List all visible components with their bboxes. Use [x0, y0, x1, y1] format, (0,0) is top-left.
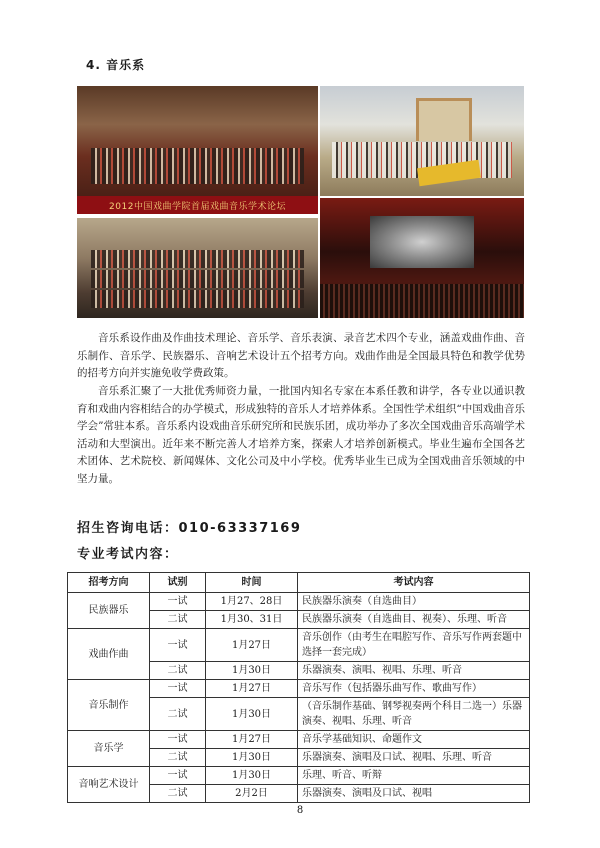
content-cell: 乐器演奏、演唱及口试、视唱、乐理、听音 — [298, 749, 530, 767]
faculty-group-photo — [77, 218, 318, 318]
date-cell: 2月2日 — [206, 785, 298, 803]
content-cell: 民族器乐演奏（自选曲目、视奏）、乐理、听音 — [298, 611, 530, 629]
exam-heading: 专业考试内容： — [77, 547, 179, 562]
exam-schedule-table — [67, 572, 530, 803]
content-cell: 音乐创作（由考生在唱腔写作、音乐写作两套题中选择一套完成） — [298, 629, 530, 662]
performer-crowd — [91, 148, 303, 166]
header-date: 时间 — [206, 573, 298, 593]
date-cell: 1月27日 — [206, 731, 298, 749]
table-header-row — [68, 573, 530, 593]
date-cell: 1月30日 — [206, 662, 298, 680]
content-cell: 音乐写作（包括器乐曲写作、歌曲写作） — [298, 680, 530, 698]
intro-paragraph: 音乐系设作曲及作曲技术理论、音乐学、音乐表演、录音艺术四个专业，涵盖戏曲作曲、音乐制作、音乐学、民族器乐、音响艺术设计五个招考方向。戏曲作曲是全国最具特色和教学优势的招考方向并实施免收学费政策。 — [77, 332, 525, 379]
content-cell: 乐器演奏、演唱及口试、视唱 — [298, 785, 530, 803]
header-round: 试别 — [150, 573, 206, 593]
table-row — [68, 629, 530, 662]
round-cell: 二试 — [150, 662, 206, 680]
table-row — [68, 680, 530, 698]
table-row — [68, 731, 530, 749]
date-cell: 1月30日 — [206, 749, 298, 767]
faculty-paragraph: 音乐系汇聚了一大批优秀师资力量，一批国内知名专家在本系任教和讲学，各专业以通识教育和戏曲内容相结合的办学模式，形成独特的音乐人才培养体系。全国性学术组织“中国戏曲音乐学会”常驻本系。音乐系内设戏曲音乐研究所和民族乐团，成功举办了多次全国戏曲音乐高端学术活动和大型演出。近年来不断完善人才培养方案，探索人才培养创新模式。毕业生遍布全国各艺术团体、艺术院校、新闻媒体、文化公司及中小学校。优秀毕业生已成为全国戏曲音乐领域的中坚力量。 — [77, 385, 525, 485]
date-cell: 1月30、31日 — [206, 611, 298, 629]
direction-cell: 音响艺术设计 — [68, 767, 150, 803]
building-gate — [416, 98, 472, 141]
table-row — [68, 767, 530, 785]
faculty-crowd — [91, 270, 303, 288]
direction-cell: 民族器乐 — [68, 593, 150, 629]
header-direction: 招考方向 — [68, 573, 150, 593]
date-cell: 1月27、28日 — [206, 593, 298, 611]
round-cell: 一试 — [150, 767, 206, 785]
date-cell: 1月30日 — [206, 698, 298, 731]
contact-phone: 招生咨询电话：010-63337169 — [77, 521, 302, 536]
forum-banner-text: 2012中国戏曲学院首届戏曲音乐学术论坛 — [109, 202, 286, 212]
stage-screen — [370, 216, 474, 268]
round-cell: 一试 — [150, 680, 206, 698]
round-cell: 一试 — [150, 629, 206, 662]
section-title: 4. 音乐系 — [86, 58, 146, 72]
direction-cell: 音乐制作 — [68, 680, 150, 731]
date-cell: 1月27日 — [206, 680, 298, 698]
performer-crowd — [91, 166, 303, 184]
page-number: 8 — [296, 805, 304, 816]
table-row — [68, 593, 530, 611]
date-cell: 1月27日 — [206, 629, 298, 662]
content-cell: 乐理、听音、听辩 — [298, 767, 530, 785]
concert-hall-group-photo — [77, 86, 318, 214]
content-cell: 乐器演奏、演唱、视唱、乐理、听音 — [298, 662, 530, 680]
stage-performance-photo — [320, 198, 524, 318]
header-content: 考试内容 — [298, 573, 530, 593]
round-cell: 二试 — [150, 698, 206, 731]
faculty-crowd — [91, 290, 303, 308]
faculty-crowd — [91, 250, 303, 268]
round-cell: 二试 — [150, 785, 206, 803]
content-cell: （音乐制作基础、钢琴视奏两个科目二选一）乐器演奏、视唱、乐理、听音 — [298, 698, 530, 731]
outdoor-group-photo — [320, 86, 524, 196]
direction-cell: 戏曲作曲 — [68, 629, 150, 680]
round-cell: 一试 — [150, 593, 206, 611]
date-cell: 1月30日 — [206, 767, 298, 785]
round-cell: 二试 — [150, 749, 206, 767]
direction-cell: 音乐学 — [68, 731, 150, 767]
round-cell: 二试 — [150, 611, 206, 629]
content-cell: 音乐学基础知识、命题作文 — [298, 731, 530, 749]
student-crowd — [332, 142, 512, 160]
round-cell: 一试 — [150, 731, 206, 749]
orchestra-floor — [320, 284, 524, 318]
content-cell: 民族器乐演奏（自选曲目） — [298, 593, 530, 611]
